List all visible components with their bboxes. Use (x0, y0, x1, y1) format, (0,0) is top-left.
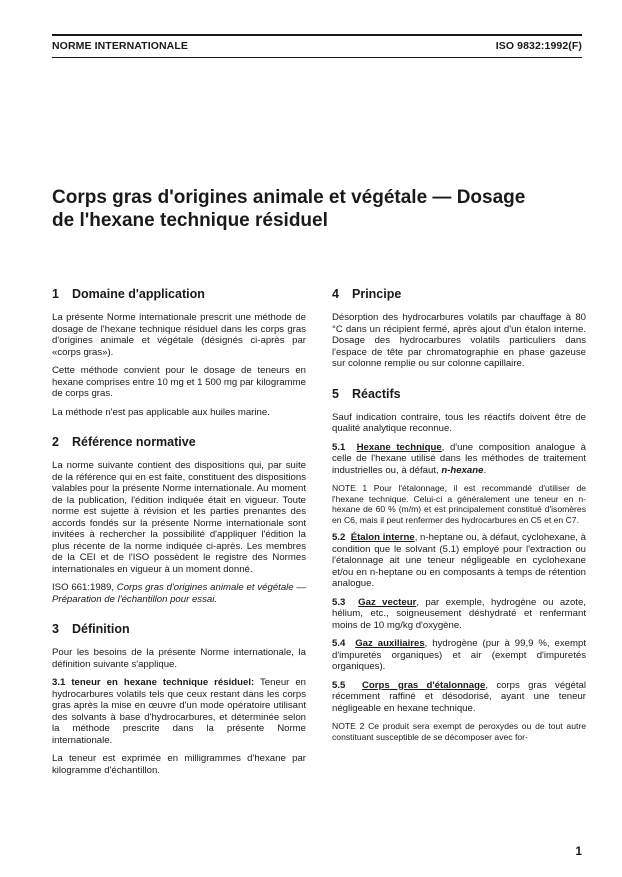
section-1-heading (52, 286, 306, 302)
document-title (52, 186, 572, 232)
reagent-5-2-term: Étalon interne (350, 532, 415, 543)
left-column (52, 286, 306, 792)
reagent-5-3-number: 5.3 (332, 596, 346, 608)
section-3-paragraph-2: La teneur est exprimée en milligrammes d'hexane par kilogramme d'échantillon. (52, 753, 306, 776)
reagent-5-4-term: Gaz auxiliaires (355, 638, 425, 649)
section-5 (332, 386, 586, 743)
reagent-5-5-term: Corps gras d'étalonnage (361, 679, 486, 691)
reagent-5-1-number: 5.1 (332, 441, 346, 453)
section-1-number: 1 (52, 287, 59, 301)
reference-title: Corps gras d'origines animale et végétale — Préparation de l'échantillon pour essai. (52, 582, 306, 605)
section-3-title: Définition (72, 622, 130, 636)
section-5-title: Réactifs (352, 386, 401, 401)
reagent-5-3 (332, 597, 586, 632)
section-2-heading (52, 434, 306, 450)
section-2-title: Référence normative (72, 435, 196, 449)
section-3-paragraph-1: Pour les besoins de la présente Norme internationale, la définition suivante s'applique. (52, 647, 306, 670)
section-1 (52, 286, 306, 418)
reagent-5-1-term: Hexane technique (356, 441, 442, 453)
reagent-5-1-end: n-hexane (441, 464, 484, 476)
section-2-paragraph-1: La norme suivante contient des dispositions qui, par suite de la référence qui en est faite, constituent des dispositions valables pour la présente Norme internationale. Au moment de la publication, l'édition indiquée était en vigueur. Toute norme est sujette à révision et les parties prenantes des accords fondés sur la présente Norme internationale sont invitées à rechercher la possibilité d'appliquer l'édition la plus récente de la norme indiquée ci-après. Les membres de la CEI et de l'ISO possèdent le registre des Normes internationales en vigueur à un moment donné. (52, 460, 306, 575)
reagent-5-5 (332, 680, 586, 715)
reagent-5-4-number: 5.4 (332, 638, 346, 649)
reagent-5-2 (332, 532, 586, 590)
section-2 (52, 434, 306, 605)
section-4 (332, 286, 586, 370)
section-1-title: Domaine d'application (72, 287, 205, 301)
reagent-5-3-term: Gaz vecteur (358, 596, 417, 608)
reagent-5-2-text: , n-heptane ou, à défaut, cyclohexane, à condition que le solvant (5.1) employé pour l'extraction ou l'étalonnage ait une teneur négligeable en cyclohexane et/ou en n-heptane ou en composants à temps de rétention analogue. (332, 532, 586, 589)
header-standard-number: ISO 9832:1992(F) (495, 40, 582, 52)
section-4-heading (332, 286, 586, 302)
section-1-paragraph-2: Cette méthode convient pour le dosage de teneurs en hexane comprises entre 10 mg et 1 500 mg par kilogramme de corps gras. (52, 365, 306, 399)
section-4-paragraph-1: Désorption des hydrocarbures volatils par chauffage à 80 °C dans un récipient fermé, après ajout d'un étalon interne. Dosage des hydrocarbures volatils particuliers dans l'espace de tête par chromatographie en phase gazeuse sur colonne remplie ou sur colonne capillaire. (332, 312, 586, 369)
definition-term: teneur en hexane technique résiduel: (71, 677, 255, 688)
reagent-5-1: 5.1 Hexane technique, d'une composition analogue à celle de l'hexane utilisé dans les méthodes de traitement industrielles ou, à défaut, n-hexane. (332, 441, 586, 476)
section-4-title: Principe (352, 287, 402, 301)
header-bottom-rule (52, 57, 582, 58)
definition-text: Teneur en hydrocarbures volatils tels que ceux restant dans les corps gras après la mise en œuvre d'un mode opératoire utilisant des solvants à base d'hydrocarbures, et déterminée selon la méthode prescrite dans la présente Norme internationale. (52, 677, 307, 746)
normative-reference (52, 582, 306, 605)
note-1: NOTE 1 Pour l'étalonnage, il est recommandé d'utiliser de l'hexane technique. Celui-ci a généralement une teneur en n-hexane de 60 % (m/m) et est principalement constitué d'isomères en C6, mais il peut renfermer des hydrocarbures en C5 et en C7. (332, 483, 586, 525)
reagent-5-4 (332, 638, 586, 673)
reagent-5-5-text: , corps gras végétal récemment raffiné et désodorisé, ayant une teneur négligeable en hexane technique. (332, 679, 586, 714)
reagent-5-3-text: , par exemple, hydrogène ou azote, hélium, etc., soigneusement déshydraté et renfermant moins de 10 mg/kg d'oxygène. (332, 596, 586, 631)
title-line-1: Corps gras d'origines animale et végétale — Dosage (52, 187, 526, 208)
section-5-heading (332, 386, 586, 402)
reagent-5-2-number: 5.2 (332, 532, 346, 543)
header-top-rule (52, 34, 582, 36)
definition-number: 3.1 (52, 677, 66, 688)
page-number: 1 (575, 844, 582, 858)
right-column (332, 286, 586, 758)
section-1-paragraph-3: La méthode n'est pas applicable aux huiles marine. (52, 406, 270, 418)
title-line-2: de l'hexane technique résiduel (52, 210, 328, 231)
reagent-5-1-text: , d'une composition analogue à celle de l'hexane utilisé dans les méthodes de traitement industrielles ou, à défaut, (332, 441, 586, 476)
section-5-paragraph-1: Sauf indication contraire, tous les réactifs doivent être de qualité analytique reconnue. (332, 411, 586, 434)
section-1-paragraph-1: La présente Norme internationale prescrit une méthode de dosage de l'hexane technique résiduel dans les corps gras d'origines animale et végétale (désignés ci-après par «corps gras»). (52, 312, 306, 358)
reference-code: ISO 661:1989, (52, 582, 114, 593)
section-5-number: 5 (332, 386, 339, 401)
reagent-5-4-text: , hydrogène (pur à 99,9 %, exempt d'impuretés organiques) et air (exempt d'impuretés organiques). (332, 638, 586, 672)
definition-3-1 (52, 677, 306, 746)
reagent-5-5-number: 5.5 (332, 679, 346, 691)
section-2-number: 2 (52, 435, 59, 449)
section-3 (52, 621, 306, 776)
section-4-number: 4 (332, 287, 339, 301)
section-3-number: 3 (52, 622, 59, 636)
section-3-heading (52, 621, 306, 637)
note-2: NOTE 2 Ce produit sera exempt de peroxydes ou de tout autre constituant susceptible de se décomposer avec for- (332, 721, 586, 742)
header-standard-type: NORME INTERNATIONALE (52, 40, 188, 52)
